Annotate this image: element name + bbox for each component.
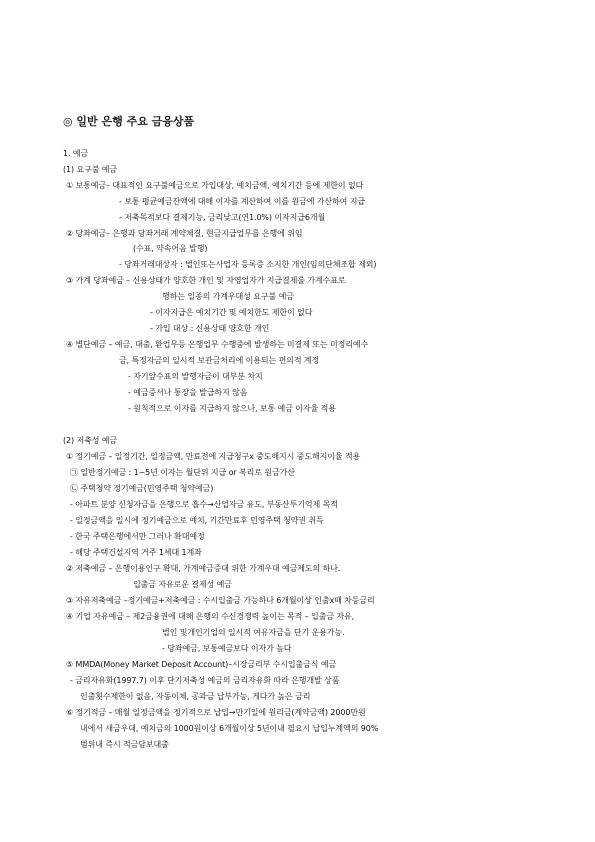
item-detail-line: - 한국 주택은행에서만 그러나 확대예정: [70, 532, 205, 541]
item-detail-line: - 일정금액을 일시에 정기예금으로 예치, 기간만료후 민영주택 청약권 취득: [70, 516, 324, 525]
section-heading-deposit: 1. 예금: [63, 149, 89, 158]
item-detail-line: 인출횟수제한이 없음, 자동이체, 공과금 납부가능, 게다가 높은 금리: [80, 692, 311, 701]
item-special-deposit: ④ 별단예금 – 예금, 대출, 환업무등 은행업무 수행중에 발생하는 미결제 또는 미정리예수: [66, 340, 369, 349]
item-detail-line: - 금리자유화(1997.7) 이후 단기저축성 예금의 금리자유화 따라 은행개발 상품: [70, 676, 340, 685]
item-housing-subscription-deposit: ㉡ 주택청약 정기예금(민영주택 청약예금): [70, 484, 214, 493]
item-household-current-deposit: ③ 가계 당좌예금 – 신용상태가 양호한 개인 및 자영업자가 지급결제를 가계수표로: [66, 276, 346, 285]
item-detail-line: 행하는 일종의 가계우대성 요구불 예금: [162, 292, 294, 301]
item-detail-line: - 보통 평균예금잔액에 대해 이자를 계산하여 이를 원금에 가산하여 지급: [119, 197, 365, 206]
item-detail-line: 내에서 새금우대, 예치금의 1000원이상 6개월이상 5년이내 필요시 납입누계액의 90%: [80, 724, 379, 733]
item-detail-line: - 이자지급은 예치기간 및 예치한도 제한이 없다: [150, 308, 313, 317]
item-detail-line: - 저축목적보다 결제기능, 금리낮고(연1.0%) 이자지급6개월: [119, 213, 326, 222]
subsection-savings-deposit: (2) 저축성 예금: [63, 436, 118, 445]
item-detail-line: (수표, 약속어음 발행): [133, 244, 208, 253]
item-free-savings-deposit: ③ 자유저축예금 –정기예금+저축예금 : 수시입출금 가능하나 6개월이상 인출x때 차등금리: [66, 596, 375, 605]
item-detail-line: - 해당 주택건설지역 거주 1세대 1계좌: [70, 548, 202, 557]
item-detail-line: - 아파트 분양 신청자금을 은행으로 흡수→산업자금 유도, 부동산투기억제 목적: [70, 500, 338, 509]
item-detail-line: 범위내 즉시 적금담보대출: [80, 740, 169, 749]
item-general-time-deposit: ㉠ 일반정기예금 : 1~5년 이자는 월단위 지급 or 복리로 원금가산: [70, 468, 295, 477]
item-ordinary-deposit: ① 보통예금– 대표적인 요구불예금으로 가입대상, 예치금액, 예치기간 등에 제한이 없다: [66, 181, 364, 190]
item-corporate-free-deposit: ④ 기업 자유예금 – 제2금융권에 대해 은행의 수신경쟁력 높이는 목적 – 입출금 자유,: [66, 612, 355, 621]
item-installment-savings: ⑥ 정기적금 – 매월 일정금액을 정기적으로 납입→만기일에 원리금(계약금액) 2000만원: [66, 708, 366, 717]
item-detail-line: 법인 및개인기업의 일시적 여유자금을 단기 운용가능.: [162, 628, 345, 637]
item-current-deposit: ② 당좌예금– 은행과 당좌거래 계약체결, 현금지급업무를 은행에 위임: [66, 229, 303, 238]
item-mmda: ⑤ MMDA(Money Market Deposit Account)–시장금리부 수시입출금식 예금: [66, 660, 337, 669]
item-detail-line: - 예금증서나 통장을 발급하지 않음: [128, 388, 248, 397]
item-detail-line: - 원칙적으로 이자를 지급하지 않으나, 보통 예금 이자율 적용: [128, 404, 336, 413]
subsection-demand-deposit: (1) 요구불 예금: [63, 165, 118, 174]
document-title: ◎ 일반 은행 주요 금융상품: [63, 115, 195, 128]
item-detail-line: 입출금 자유로운 결제성 예금: [133, 580, 232, 589]
item-detail-line: - 당좌예금, 보통예금보다 이자가 높다: [162, 644, 292, 653]
item-time-deposit: ① 정기예금 – 일정기간, 일정금액, 만료전에 지급청구x 중도해지시 중도해지이율 적용: [66, 452, 361, 461]
item-detail-line: - 가입 대상 : 신용상태 양호한 개인: [150, 324, 270, 333]
item-detail-line: - 자기앞수표의 발행자금이 대부분 차지: [128, 372, 263, 381]
item-savings-deposit: ② 저축예금 – 은행이용인구 확대, 가계예금증대 위한 가계우대 예금제도의 하나.: [66, 564, 341, 573]
item-detail-line: - 당좌거래대상자 : 법인또는사업자 등록증 소지한 개인(임의단체조합 제외): [119, 260, 377, 269]
item-detail-line: 금, 특정자금의 일시적 보관금처리에 이용되는 편의적 계정: [119, 356, 320, 365]
